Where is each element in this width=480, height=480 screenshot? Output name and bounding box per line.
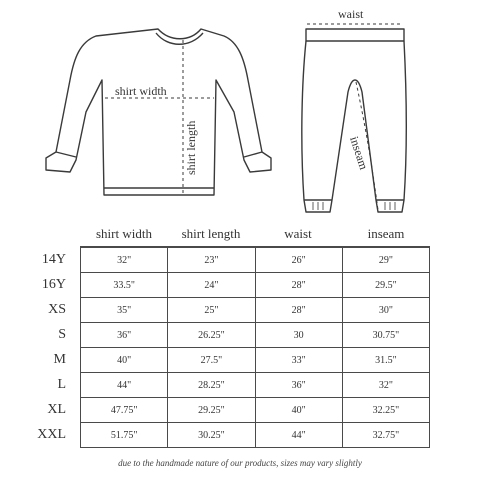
size-label: 14Y [41,252,66,267]
table-cell: 31.5" [342,348,429,373]
table-cell: 26.25" [168,323,255,348]
table-cell: 25" [168,298,255,323]
table-cell: 27.5" [168,348,255,373]
waist-label: waist [338,7,364,21]
inseam-label: inseam [347,134,371,172]
column-headers [80,226,430,244]
table-cell: 36" [81,323,168,348]
table-row [81,348,430,373]
column-header-waist: waist [284,226,312,241]
table-cell: 30" [342,298,429,323]
table-cell: 32.75" [342,423,429,448]
garment-diagram [0,0,480,222]
column-header-shirt-width: shirt width [96,226,152,241]
table-cell: 26" [255,247,342,273]
footnote: due to the handmade nature of our products, sizes may vary slightly [118,458,362,468]
table-cell: 44" [81,373,168,398]
table-cell: 47.75" [81,398,168,423]
table-cell: 35" [81,298,168,323]
table-cell: 40" [81,348,168,373]
table-cell: 32" [342,373,429,398]
table-cell: 28.25" [168,373,255,398]
table-cell: 28" [255,298,342,323]
shirt-length-label: shirt length [184,120,198,175]
table-cell: 32.25" [342,398,429,423]
pants-illustration [302,29,406,212]
table-row [81,323,430,348]
table-cell: 30 [255,323,342,348]
table-row [81,298,430,323]
table-cell: 30.75" [342,323,429,348]
table-cell: 24" [168,273,255,298]
table-row [81,273,430,298]
size-label: M [53,352,66,367]
table-cell: 28" [255,273,342,298]
table-cell: 23" [168,247,255,273]
size-label: S [58,327,66,342]
table-row [81,373,430,398]
shirt-illustration [46,29,271,195]
size-label: XL [47,402,66,417]
table-cell: 40" [255,398,342,423]
table-cell: 29.5" [342,273,429,298]
column-header-shirt-length: shirt length [181,226,241,241]
size-label: 16Y [41,277,66,292]
table-row [81,247,430,273]
table-cell: 36" [255,373,342,398]
shirt-width-label: shirt width [115,84,167,98]
table-cell: 29" [342,247,429,273]
table-cell: 29.25" [168,398,255,423]
table-row [81,398,430,423]
table-row [81,423,430,448]
table-cell: 44" [255,423,342,448]
size-label: L [57,377,66,392]
size-label: XXL [37,427,66,442]
size-chart-table [80,246,430,448]
table-cell: 33.5" [81,273,168,298]
size-label: XS [48,302,66,317]
table-cell: 30.25" [168,423,255,448]
table-cell: 51.75" [81,423,168,448]
column-header-inseam: inseam [367,226,405,241]
table-cell: 33" [255,348,342,373]
table-cell: 32" [81,247,168,273]
